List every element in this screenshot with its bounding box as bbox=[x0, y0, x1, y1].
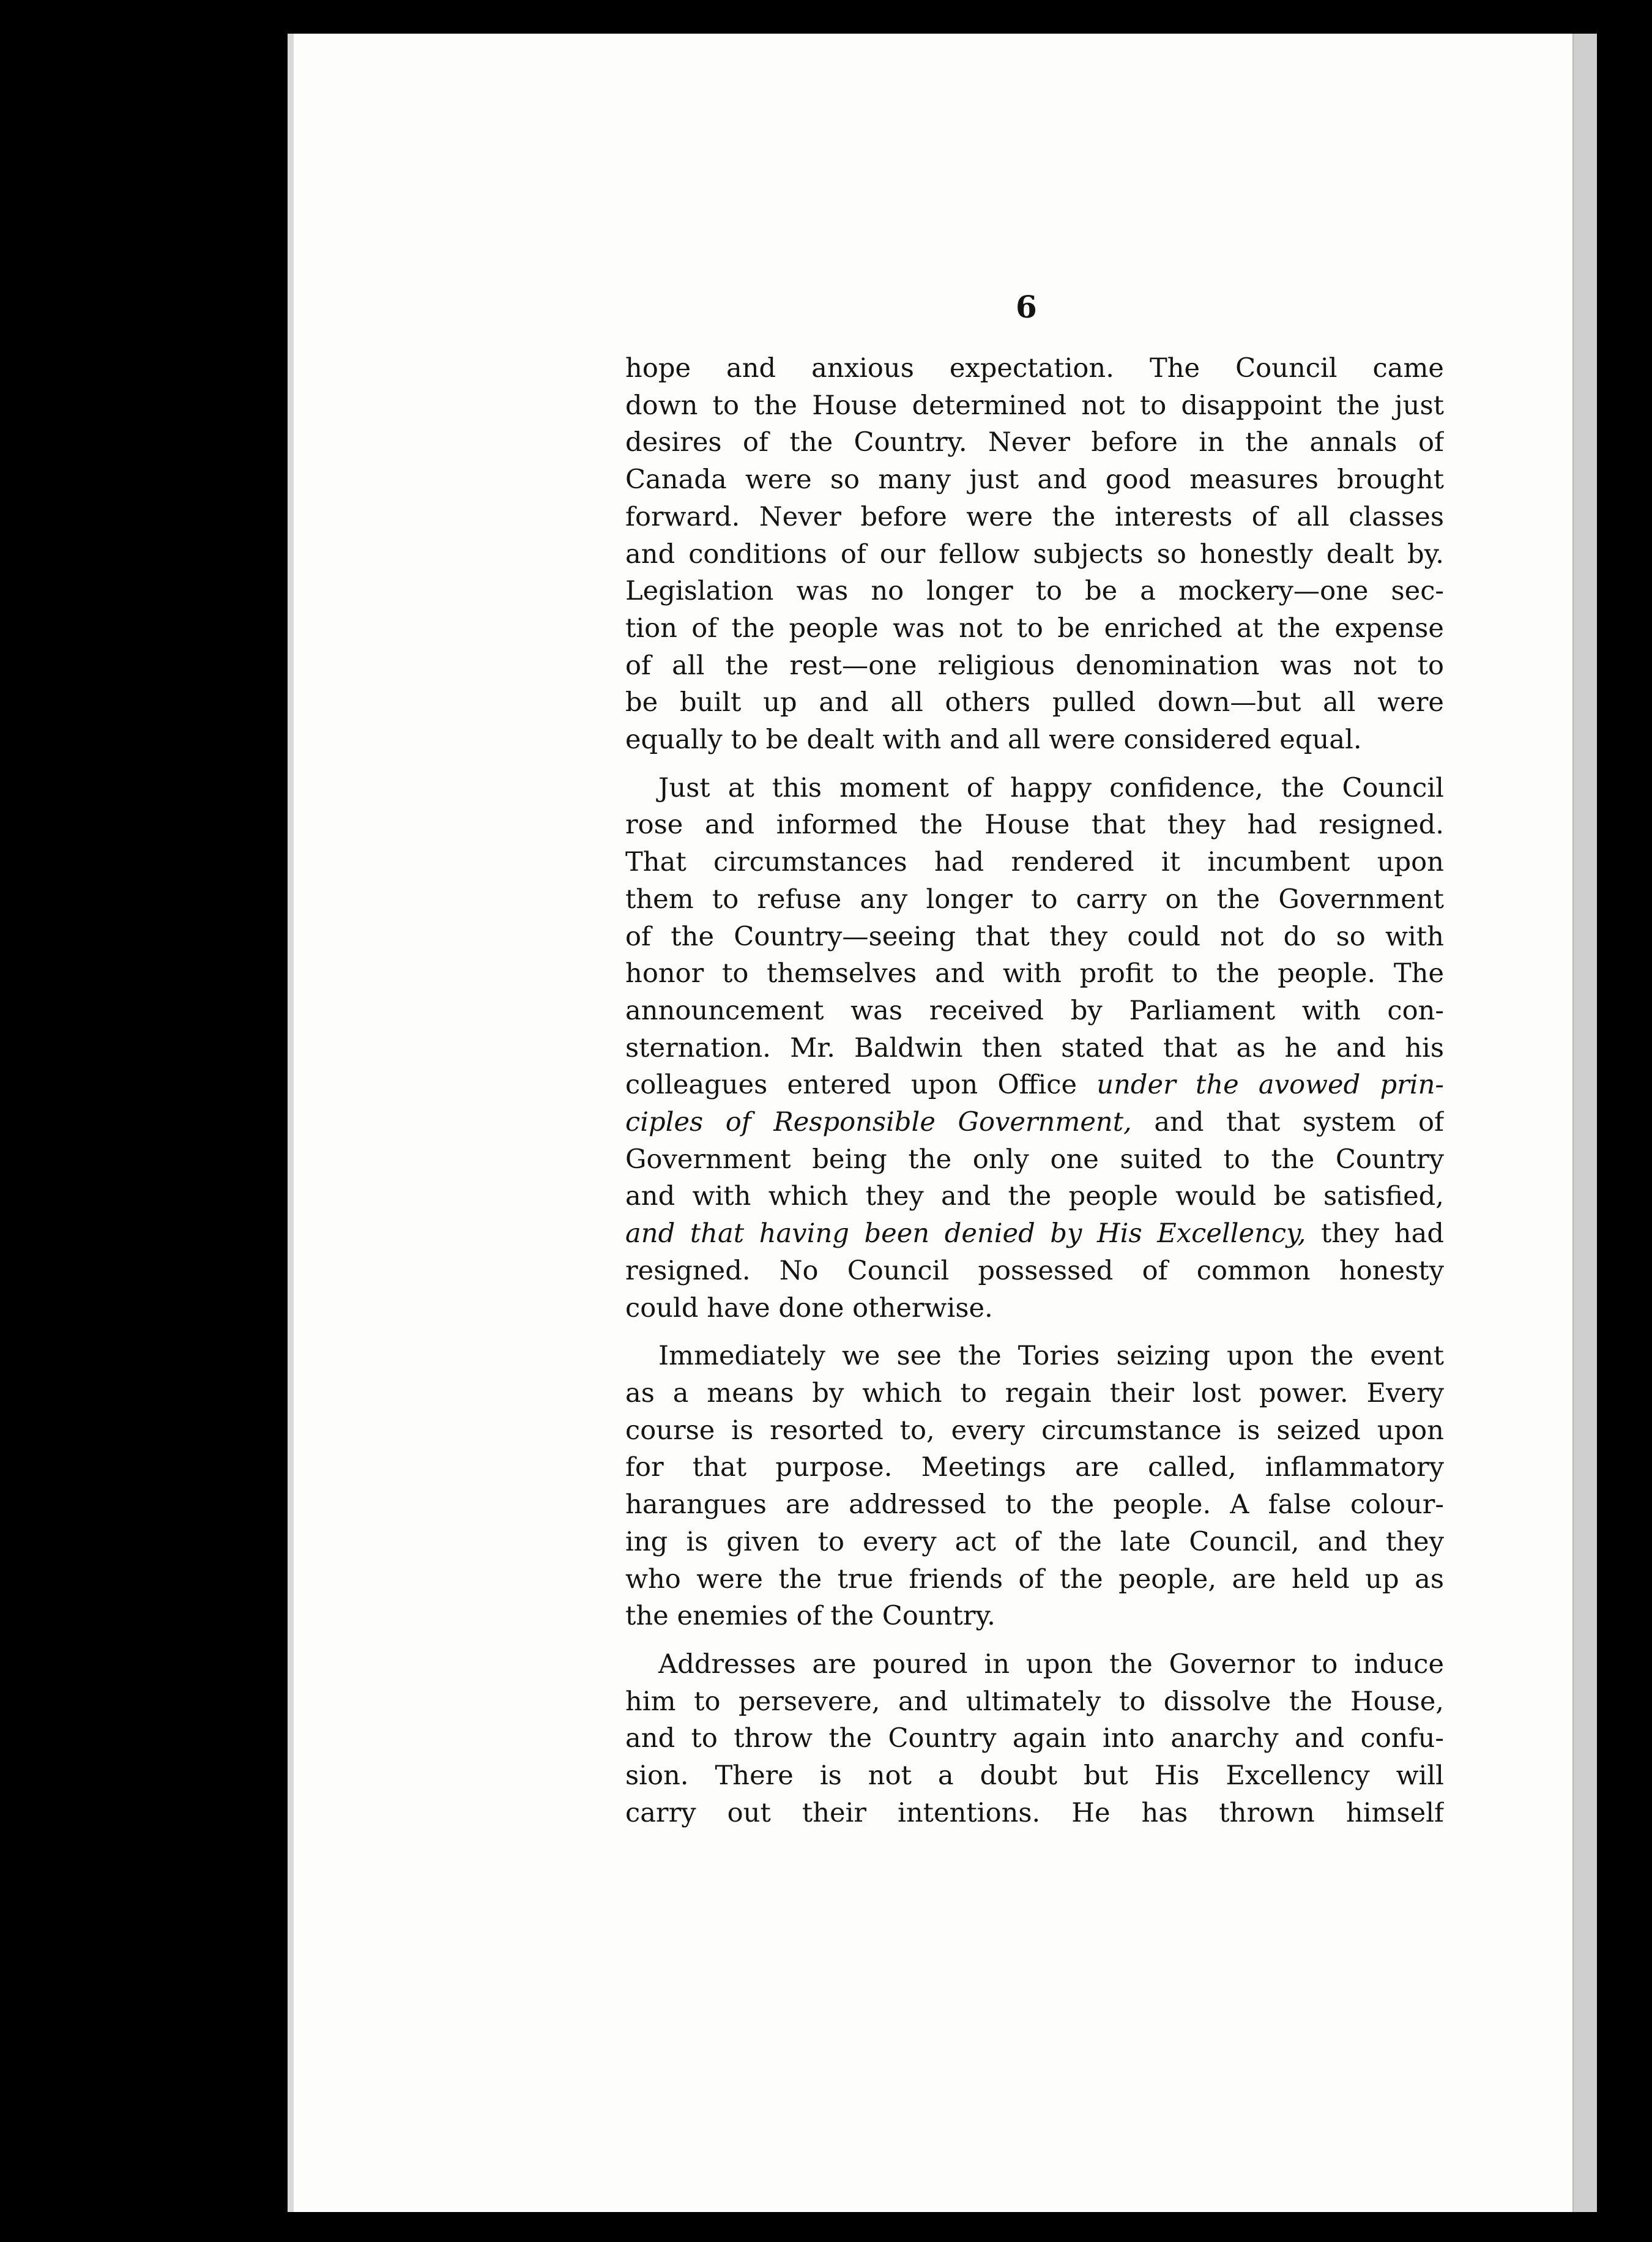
text-line: resigned. No Council possessed of common honesty bbox=[625, 1255, 1444, 1286]
page-edge bbox=[1572, 34, 1597, 2212]
paragraph-2 bbox=[625, 770, 1444, 1327]
italic-text: ciples of Responsible Government, bbox=[625, 1107, 1132, 1138]
paragraph-1 bbox=[625, 350, 1444, 759]
text-line: and with which they and the people would be satisfied, bbox=[625, 1181, 1444, 1212]
italic-text: under the avowed prin- bbox=[1096, 1070, 1444, 1101]
text-line bbox=[625, 1067, 1444, 1104]
text-line: hope and anxious expectation. The Council came bbox=[625, 353, 1444, 384]
text-line: them to refuse any longer to carry on the Government bbox=[625, 884, 1444, 915]
text-run: and that system of bbox=[1131, 1107, 1444, 1138]
text-line: of all the rest—one religious denomination was not to bbox=[625, 650, 1444, 681]
text-line: sternation. Mr. Baldwin then stated that as he and his bbox=[625, 1032, 1444, 1063]
text-line: announcement was received by Parliament with con- bbox=[625, 995, 1444, 1026]
text-line: tion of the people was not to be enriched at the expense bbox=[625, 613, 1444, 644]
italic-text: and that having been denied by His Excellency, bbox=[625, 1218, 1306, 1249]
paragraph-4 bbox=[625, 1646, 1444, 1832]
text-run: they had bbox=[1306, 1218, 1444, 1249]
text-line: That circumstances had rendered it incumbent upon bbox=[625, 847, 1444, 878]
text-line: carry out their intentions. He has thrown himself bbox=[625, 1797, 1444, 1828]
text-line: down to the House determined not to disappoint the just bbox=[625, 390, 1444, 421]
text-line: Just at this moment of happy confidence, the Council bbox=[658, 772, 1444, 803]
text-line: for that purpose. Meetings are called, inflammatory bbox=[625, 1452, 1444, 1483]
text-line: honor to themselves and with profit to the people. The bbox=[625, 958, 1444, 989]
text-line: as a means by which to regain their lost power. Every bbox=[625, 1377, 1444, 1409]
text-line: ing is given to every act of the late Council, and they bbox=[625, 1526, 1444, 1557]
text-run: colleagues entered upon Office bbox=[625, 1070, 1097, 1101]
text-line: harangues are addressed to the people. A false colour- bbox=[625, 1489, 1444, 1521]
text-line: equally to be dealt with and all were considered equal. bbox=[625, 724, 1362, 756]
text-line: Addresses are poured in upon the Governor to induce bbox=[658, 1648, 1444, 1680]
text-line bbox=[625, 1215, 1444, 1253]
text-line: desires of the Country. Never before in the annals of bbox=[625, 427, 1444, 458]
text-line: Legislation was no longer to be a mockery—one sec- bbox=[625, 576, 1444, 607]
text-line: who were the true friends of the people, are held up as bbox=[625, 1563, 1444, 1595]
text-line: of the Country—seeing that they could not do so with bbox=[625, 921, 1444, 952]
text-line: Canada were so many just and good measures brought bbox=[625, 464, 1444, 496]
text-line: could have done otherwise. bbox=[625, 1292, 993, 1324]
paragraph-3 bbox=[625, 1338, 1444, 1635]
text-line: Government being the only one suited to the Country bbox=[625, 1144, 1444, 1175]
page-number: 6 bbox=[1016, 289, 1037, 325]
text-line: Immediately we see the Tories seizing upon the event bbox=[658, 1341, 1444, 1372]
text-line: course is resorted to, every circumstance is seized upon bbox=[625, 1415, 1444, 1446]
text-line: forward. Never before were the interests of all classes bbox=[625, 501, 1444, 532]
text-line: sion. There is not a doubt but His Excellency will bbox=[625, 1760, 1444, 1792]
text-line: him to persevere, and ultimately to dissolve the House, bbox=[625, 1686, 1444, 1717]
text-line: and to throw the Country again into anarchy and confu- bbox=[625, 1723, 1444, 1754]
text-line bbox=[625, 1104, 1444, 1141]
body-text bbox=[625, 350, 1444, 1831]
text-line: the enemies of the Country. bbox=[625, 1601, 995, 1632]
text-line: be built up and all others pulled down—but all were bbox=[625, 687, 1444, 718]
text-line: rose and informed the House that they had resigned. bbox=[625, 810, 1444, 841]
text-line: and conditions of our fellow subjects so honestly dealt by. bbox=[625, 538, 1444, 570]
